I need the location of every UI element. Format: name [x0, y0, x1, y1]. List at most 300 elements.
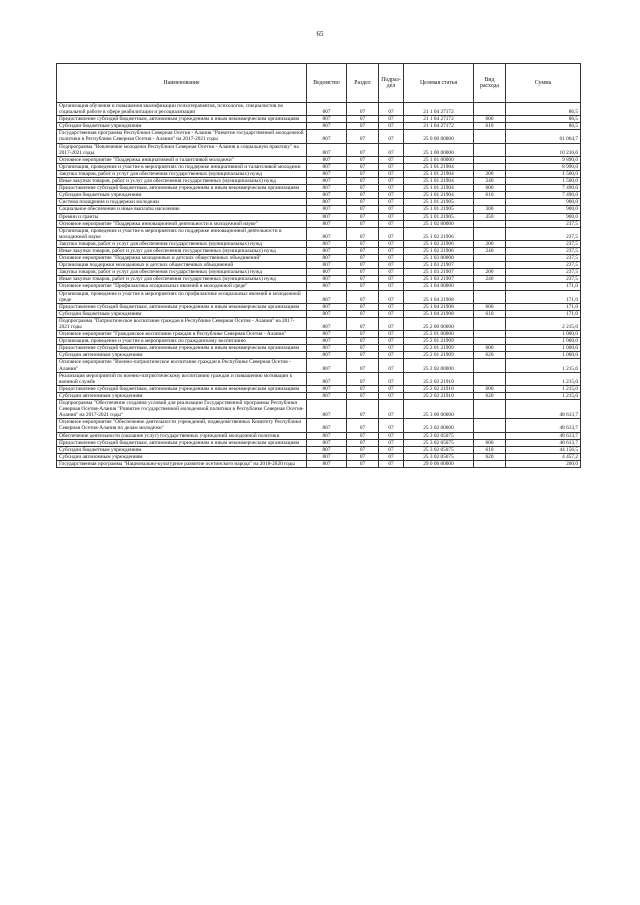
row-sum-cell: 900,0 [506, 206, 581, 213]
table-header-row [57, 64, 581, 103]
table-row [57, 199, 581, 206]
row-vedomstvo-cell: 807 [307, 338, 347, 345]
row-expense-type-cell [474, 227, 506, 240]
row-name-cell: Основное мероприятие "Обеспечение деятельности учреждений, подведомственных Комитету Республики Северная Осетия-Алания по делам молодежи" [57, 419, 307, 432]
row-name-cell: Предоставление субсидий бюджетным, автономным учреждениям и иным некоммерческим организациям [57, 385, 307, 392]
table-row [57, 453, 581, 460]
budget-table [56, 63, 581, 468]
row-target-article-cell: 25 0 00 00000 [404, 130, 474, 143]
table-row [57, 103, 581, 116]
row-podrazdel-cell: 07 [379, 123, 404, 130]
row-vedomstvo-cell: 807 [307, 400, 347, 419]
row-target-article-cell: 25 1 01 21905 [404, 206, 474, 213]
row-razdel-cell: 07 [347, 262, 379, 269]
row-sum-cell: 1 000,0 [506, 352, 581, 359]
row-name-cell: Субсидии бюджетным учреждениям [57, 446, 307, 453]
table-row [57, 359, 581, 372]
row-vedomstvo-cell: 807 [307, 303, 347, 310]
row-sum-cell: 237,5 [506, 255, 581, 262]
row-expense-type-cell: 610 [474, 446, 506, 453]
row-razdel-cell: 07 [347, 185, 379, 192]
row-vedomstvo-cell: 807 [307, 156, 347, 163]
row-podrazdel-cell: 07 [379, 345, 404, 352]
row-target-article-cell: 25 1 01 21904 [404, 178, 474, 185]
row-razdel-cell: 07 [347, 220, 379, 227]
row-name-cell: Организация, проведение и участие в мероприятиях по поддержке инновационной деятельности в молодежной науке [57, 227, 307, 240]
row-target-article-cell: 25 1 03 21907 [404, 262, 474, 269]
row-target-article-cell: 25 2 01 21909 [404, 345, 474, 352]
row-name-cell: Премии и гранты [57, 213, 307, 220]
row-name-cell: Закупка товаров, работ и услуг для обеспечения государственных (муниципальных) нужд [57, 269, 307, 276]
row-sum-cell: 4 457,2 [506, 453, 581, 460]
row-vedomstvo-cell: 807 [307, 392, 347, 399]
row-expense-type-cell [474, 359, 506, 372]
row-razdel-cell: 07 [347, 345, 379, 352]
row-expense-type-cell: 620 [474, 453, 506, 460]
row-vedomstvo-cell: 807 [307, 262, 347, 269]
row-vedomstvo-cell: 807 [307, 255, 347, 262]
row-expense-type-cell [474, 283, 506, 290]
row-razdel-cell: 07 [347, 227, 379, 240]
row-razdel-cell: 07 [347, 103, 379, 116]
table-row [57, 192, 581, 199]
row-expense-type-cell: 600 [474, 116, 506, 123]
row-target-article-cell: 25 1 00 00000 [404, 143, 474, 156]
row-name-cell: Обеспечение деятельности (оказание услуг) государственных учреждений молодежной политики [57, 432, 307, 439]
row-expense-type-cell [474, 163, 506, 170]
row-sum-cell: 7 490,0 [506, 192, 581, 199]
row-target-article-cell: 25 1 01 00000 [404, 156, 474, 163]
row-expense-type-cell [474, 317, 506, 330]
table-row [57, 262, 581, 269]
row-target-article-cell: 25 1 04 21908 [404, 290, 474, 303]
row-expense-type-cell: 620 [474, 352, 506, 359]
row-sum-cell: 9 890,0 [506, 156, 581, 163]
row-vedomstvo-cell: 807 [307, 206, 347, 213]
row-sum-cell: 171,0 [506, 310, 581, 317]
row-sum-cell: 237,5 [506, 276, 581, 283]
table-row [57, 156, 581, 163]
row-razdel-cell: 07 [347, 303, 379, 310]
table-row [57, 143, 581, 156]
row-target-article-cell: 25 1 03 21907 [404, 269, 474, 276]
table-row [57, 247, 581, 254]
row-razdel-cell: 07 [347, 338, 379, 345]
row-podrazdel-cell: 07 [379, 240, 404, 247]
row-sum-cell: 1 215,0 [506, 372, 581, 385]
row-podrazdel-cell: 07 [379, 460, 404, 467]
row-target-article-cell: 25 3 02 05075 [404, 446, 474, 453]
row-expense-type-cell [474, 130, 506, 143]
row-podrazdel-cell: 07 [379, 170, 404, 177]
table-row [57, 310, 581, 317]
row-target-article-cell: 25 2 02 21910 [404, 385, 474, 392]
row-target-article-cell: 25 1 02 21906 [404, 247, 474, 254]
header-vedomstvo: Ведомство [307, 64, 347, 103]
row-podrazdel-cell: 07 [379, 419, 404, 432]
row-target-article-cell: 21 1 04 27172 [404, 103, 474, 116]
row-target-article-cell: 25 3 02 00000 [404, 419, 474, 432]
row-sum-cell: 1 000,0 [506, 345, 581, 352]
row-podrazdel-cell: 07 [379, 192, 404, 199]
row-name-cell: Организация, проведение и участие в мероприятиях по профилактике асоциальных явлений в молодежной среде [57, 290, 307, 303]
row-vedomstvo-cell: 807 [307, 143, 347, 156]
row-name-cell: Организация, проведение и участие в мероприятиях по поддержке инициативной и талантливой молодежи [57, 163, 307, 170]
row-expense-type-cell [474, 460, 506, 467]
row-target-article-cell: 25 1 03 00000 [404, 255, 474, 262]
row-razdel-cell: 07 [347, 247, 379, 254]
row-name-cell: Система поощрения и поддержки молодежи [57, 199, 307, 206]
header-sum: Сумма [506, 64, 581, 103]
row-name-cell: Иные закупки товаров, работ и услуг для обеспечения государственных (муниципальных) нужд [57, 276, 307, 283]
row-name-cell: Субсидии бюджетным учреждениям [57, 192, 307, 199]
row-razdel-cell: 07 [347, 460, 379, 467]
row-podrazdel-cell: 07 [379, 116, 404, 123]
table-row [57, 317, 581, 330]
row-expense-type-cell: 240 [474, 178, 506, 185]
row-vedomstvo-cell: 807 [307, 276, 347, 283]
row-sum-cell: 237,5 [506, 240, 581, 247]
row-podrazdel-cell: 07 [379, 400, 404, 419]
table-row [57, 255, 581, 262]
row-vedomstvo-cell: 807 [307, 283, 347, 290]
row-target-article-cell: 25 2 02 21910 [404, 372, 474, 385]
row-sum-cell: 44 156,5 [506, 446, 581, 453]
table-row [57, 170, 581, 177]
row-sum-cell: 900,0 [506, 199, 581, 206]
row-razdel-cell: 07 [347, 240, 379, 247]
row-vedomstvo-cell: 807 [307, 372, 347, 385]
row-razdel-cell: 07 [347, 331, 379, 338]
row-podrazdel-cell: 07 [379, 156, 404, 163]
row-name-cell: Государственная программа Республики Северная Осетия - Алания "Развитие государственной молодежной политики в Республике Северная Осетия - Алания" на 2017-2021 годы [57, 130, 307, 143]
row-name-cell: Основное мероприятие "Поддержка молодежных и детских общественных объединений" [57, 255, 307, 262]
row-sum-cell: 237,5 [506, 227, 581, 240]
row-podrazdel-cell: 07 [379, 331, 404, 338]
row-expense-type-cell [474, 255, 506, 262]
row-podrazdel-cell: 07 [379, 310, 404, 317]
row-expense-type-cell [474, 199, 506, 206]
row-vedomstvo-cell: 807 [307, 185, 347, 192]
table-row [57, 446, 581, 453]
row-podrazdel-cell: 07 [379, 372, 404, 385]
row-podrazdel-cell: 07 [379, 269, 404, 276]
row-target-article-cell: 25 3 00 00000 [404, 400, 474, 419]
row-vedomstvo-cell: 807 [307, 227, 347, 240]
row-sum-cell: 1 000,0 [506, 338, 581, 345]
row-podrazdel-cell: 07 [379, 255, 404, 262]
row-podrazdel-cell: 07 [379, 227, 404, 240]
row-vedomstvo-cell: 807 [307, 123, 347, 130]
row-sum-cell: 237,5 [506, 262, 581, 269]
row-podrazdel-cell: 07 [379, 213, 404, 220]
row-name-cell: Подпрограмма "Вовлечение молодежи Республики Северная Осетия - Алания в социальную практику" на 2017-2021 годы [57, 143, 307, 156]
row-name-cell: Основное мероприятие "Гражданское воспитание граждан в Республике Северная Осетия - Алания" [57, 331, 307, 338]
row-name-cell: Основное мероприятие "Поддержка инициативной и талантливой молодежи" [57, 156, 307, 163]
row-expense-type-cell: 600 [474, 303, 506, 310]
row-sum-cell: 1 215,0 [506, 392, 581, 399]
row-name-cell: Основное мероприятие "Военно-патриотическое воспитание граждан в Республике Северная Осетия - Алания" [57, 359, 307, 372]
row-vedomstvo-cell: 807 [307, 130, 347, 143]
row-podrazdel-cell: 07 [379, 103, 404, 116]
row-vedomstvo-cell: 807 [307, 385, 347, 392]
row-sum-cell: 2 215,0 [506, 317, 581, 330]
row-expense-type-cell: 600 [474, 185, 506, 192]
row-razdel-cell: 07 [347, 156, 379, 163]
row-razdel-cell: 07 [347, 206, 379, 213]
row-razdel-cell: 07 [347, 163, 379, 170]
row-sum-cell: 237,5 [506, 220, 581, 227]
row-target-article-cell: 25 1 01 21904 [404, 185, 474, 192]
row-expense-type-cell [474, 338, 506, 345]
row-vedomstvo-cell: 807 [307, 359, 347, 372]
row-razdel-cell: 07 [347, 419, 379, 432]
row-expense-type-cell: 350 [474, 213, 506, 220]
row-name-cell: Реализация мероприятий по военно-патриотическому воспитанию граждан и повышению мотивации к военной службе [57, 372, 307, 385]
row-expense-type-cell: 610 [474, 123, 506, 130]
row-razdel-cell: 07 [347, 385, 379, 392]
table-row [57, 276, 581, 283]
row-sum-cell: 8 990,0 [506, 163, 581, 170]
row-podrazdel-cell: 07 [379, 303, 404, 310]
row-podrazdel-cell: 07 [379, 178, 404, 185]
row-expense-type-cell [474, 419, 506, 432]
row-target-article-cell: 25 2 01 21909 [404, 352, 474, 359]
row-sum-cell: 48 613,7 [506, 439, 581, 446]
row-sum-cell: 1 500,0 [506, 178, 581, 185]
row-podrazdel-cell: 07 [379, 385, 404, 392]
row-podrazdel-cell: 07 [379, 392, 404, 399]
row-expense-type-cell: 200 [474, 269, 506, 276]
row-expense-type-cell: 240 [474, 247, 506, 254]
header-name: Наименование [57, 64, 307, 103]
row-razdel-cell: 07 [347, 255, 379, 262]
row-name-cell: Основное мероприятие "Поддержка инновационной деятельности в молодежной науке" [57, 220, 307, 227]
row-target-article-cell: 21 1 04 27172 [404, 123, 474, 130]
row-podrazdel-cell: 07 [379, 185, 404, 192]
row-razdel-cell: 07 [347, 432, 379, 439]
row-podrazdel-cell: 07 [379, 352, 404, 359]
table-row [57, 269, 581, 276]
table-row [57, 206, 581, 213]
row-name-cell: Иные закупки товаров, работ и услуг для обеспечения государственных (муниципальных) нужд [57, 247, 307, 254]
row-expense-type-cell: 610 [474, 310, 506, 317]
row-expense-type-cell [474, 220, 506, 227]
row-vedomstvo-cell: 807 [307, 170, 347, 177]
row-name-cell: Подпрограмма "Патриотическое воспитание граждан в Республике Северная Осетия - Алания" на 2017-2021 годы [57, 317, 307, 330]
row-podrazdel-cell: 07 [379, 143, 404, 156]
row-expense-type-cell: 620 [474, 392, 506, 399]
table-row [57, 163, 581, 170]
row-sum-cell: 1 215,0 [506, 385, 581, 392]
row-vedomstvo-cell: 807 [307, 269, 347, 276]
row-expense-type-cell [474, 432, 506, 439]
row-name-cell: Субсидии бюджетным учреждениям [57, 310, 307, 317]
row-target-article-cell: 25 1 04 21908 [404, 303, 474, 310]
row-expense-type-cell: 200 [474, 170, 506, 177]
row-target-article-cell: 25 3 02 05075 [404, 432, 474, 439]
header-razdel: Раздел [347, 64, 379, 103]
row-razdel-cell: 07 [347, 446, 379, 453]
row-sum-cell: 48 613,7 [506, 432, 581, 439]
row-podrazdel-cell: 07 [379, 283, 404, 290]
row-target-article-cell: 25 1 04 21908 [404, 310, 474, 317]
row-razdel-cell: 07 [347, 143, 379, 156]
row-podrazdel-cell: 07 [379, 276, 404, 283]
row-sum-cell: 1 000,0 [506, 331, 581, 338]
row-name-cell: Субсидии автономным учреждениям [57, 392, 307, 399]
row-vedomstvo-cell: 807 [307, 163, 347, 170]
row-target-article-cell: 25 1 01 21905 [404, 213, 474, 220]
row-podrazdel-cell: 07 [379, 359, 404, 372]
row-name-cell: Субсидии бюджетным учреждениям [57, 123, 307, 130]
row-target-article-cell: 25 1 01 21904 [404, 192, 474, 199]
row-razdel-cell: 07 [347, 372, 379, 385]
table-row [57, 220, 581, 227]
row-razdel-cell: 07 [347, 392, 379, 399]
row-sum-cell: 171,0 [506, 290, 581, 303]
row-expense-type-cell [474, 290, 506, 303]
table-row [57, 178, 581, 185]
row-podrazdel-cell: 07 [379, 432, 404, 439]
row-target-article-cell: 25 2 01 00000 [404, 331, 474, 338]
row-target-article-cell: 29 0 00 00000 [404, 460, 474, 467]
table-row [57, 419, 581, 432]
row-podrazdel-cell: 07 [379, 439, 404, 446]
row-expense-type-cell: 600 [474, 385, 506, 392]
row-name-cell: Иные закупки товаров, работ и услуг для обеспечения государственных (муниципальных) нужд [57, 178, 307, 185]
row-target-article-cell: 25 1 02 21906 [404, 227, 474, 240]
row-vedomstvo-cell: 807 [307, 310, 347, 317]
row-vedomstvo-cell: 807 [307, 446, 347, 453]
row-razdel-cell: 07 [347, 439, 379, 446]
table-row [57, 185, 581, 192]
page-number: 65 [316, 30, 324, 38]
row-podrazdel-cell: 07 [379, 199, 404, 206]
row-vedomstvo-cell: 807 [307, 317, 347, 330]
row-podrazdel-cell: 07 [379, 130, 404, 143]
row-expense-type-cell [474, 156, 506, 163]
row-target-article-cell: 25 2 01 21909 [404, 338, 474, 345]
row-name-cell: Предоставление субсидий бюджетным, автономным учреждениям и иным некоммерческим организациям [57, 185, 307, 192]
row-razdel-cell: 07 [347, 130, 379, 143]
row-name-cell: Организация обучения и повышения квалификации психотерапевтов, психологов, специалистов по социальной работе в сфере реабилитации и ресоциализации [57, 103, 307, 116]
row-podrazdel-cell: 07 [379, 453, 404, 460]
row-sum-cell: 900,0 [506, 213, 581, 220]
row-expense-type-cell: 600 [474, 345, 506, 352]
row-razdel-cell: 07 [347, 199, 379, 206]
row-expense-type-cell: 240 [474, 276, 506, 283]
row-expense-type-cell [474, 400, 506, 419]
row-target-article-cell: 25 1 01 21904 [404, 170, 474, 177]
row-expense-type-cell [474, 372, 506, 385]
row-razdel-cell: 07 [347, 453, 379, 460]
row-vedomstvo-cell: 807 [307, 432, 347, 439]
row-sum-cell: 10 236,0 [506, 143, 581, 156]
row-vedomstvo-cell: 807 [307, 247, 347, 254]
row-target-article-cell: 25 2 00 00000 [404, 317, 474, 330]
row-name-cell: Государственная программа "Национально-культурное развитие осетинского народа" на 2018-2020 годы [57, 460, 307, 467]
row-target-article-cell: 25 1 01 21904 [404, 163, 474, 170]
row-target-article-cell: 25 1 02 00000 [404, 220, 474, 227]
table-row [57, 385, 581, 392]
row-razdel-cell: 07 [347, 359, 379, 372]
row-sum-cell: 171,0 [506, 283, 581, 290]
row-target-article-cell: 25 2 02 21910 [404, 392, 474, 399]
row-expense-type-cell: 610 [474, 192, 506, 199]
table-row [57, 213, 581, 220]
row-podrazdel-cell: 07 [379, 338, 404, 345]
row-name-cell: Предоставление субсидий бюджетным, автономным учреждениям и иным некоммерческим организациям [57, 345, 307, 352]
row-vedomstvo-cell: 807 [307, 290, 347, 303]
table-row [57, 303, 581, 310]
row-sum-cell: 86,5 [506, 123, 581, 130]
table-row [57, 392, 581, 399]
header-podrazdel: Подраз-дел [379, 64, 404, 103]
row-razdel-cell: 07 [347, 269, 379, 276]
row-vedomstvo-cell: 807 [307, 453, 347, 460]
row-expense-type-cell [474, 262, 506, 269]
row-sum-cell: 86,5 [506, 116, 581, 123]
row-name-cell: Предоставление субсидий бюджетным, автономным учреждениям и иным некоммерческим организациям [57, 439, 307, 446]
row-target-article-cell: 25 1 04 00000 [404, 283, 474, 290]
row-razdel-cell: 07 [347, 192, 379, 199]
table-row [57, 123, 581, 130]
table-row [57, 432, 581, 439]
row-name-cell: Закупка товаров, работ и услуг для обеспечения государственных (муниципальных) нужд [57, 170, 307, 177]
row-target-article-cell: 25 1 02 21906 [404, 240, 474, 247]
table-row [57, 290, 581, 303]
header-target-article: Целевая статья [404, 64, 474, 103]
row-expense-type-cell: 200 [474, 240, 506, 247]
row-vedomstvo-cell: 807 [307, 103, 347, 116]
row-vedomstvo-cell: 807 [307, 116, 347, 123]
row-razdel-cell: 07 [347, 276, 379, 283]
table-row [57, 400, 581, 419]
row-razdel-cell: 07 [347, 310, 379, 317]
row-target-article-cell: 25 3 02 05075 [404, 439, 474, 446]
row-expense-type-cell [474, 143, 506, 156]
row-name-cell: Основное мероприятие "Профилактика асоциальных явлений в молодежной среде" [57, 283, 307, 290]
row-razdel-cell: 07 [347, 352, 379, 359]
row-name-cell: Субсидии автономным учреждениям [57, 453, 307, 460]
row-razdel-cell: 07 [347, 213, 379, 220]
row-podrazdel-cell: 07 [379, 262, 404, 269]
row-sum-cell: 1 500,0 [506, 170, 581, 177]
row-name-cell: Предоставление субсидий бюджетным, автономным учреждениям и иным некоммерческим организациям [57, 116, 307, 123]
table-row [57, 352, 581, 359]
row-podrazdel-cell: 07 [379, 317, 404, 330]
row-sum-cell: 86,5 [506, 103, 581, 116]
row-razdel-cell: 07 [347, 123, 379, 130]
table-row [57, 460, 581, 467]
row-vedomstvo-cell: 807 [307, 192, 347, 199]
table-row [57, 372, 581, 385]
row-sum-cell: 237,5 [506, 247, 581, 254]
table-row [57, 227, 581, 240]
row-sum-cell: 237,5 [506, 269, 581, 276]
table-row [57, 345, 581, 352]
row-target-article-cell: 21 1 04 27172 [404, 116, 474, 123]
row-expense-type-cell: 300 [474, 206, 506, 213]
row-razdel-cell: 07 [347, 178, 379, 185]
row-target-article-cell: 25 1 01 21905 [404, 199, 474, 206]
row-expense-type-cell: 600 [474, 439, 506, 446]
row-razdel-cell: 07 [347, 116, 379, 123]
row-sum-cell: 200,0 [506, 460, 581, 467]
row-vedomstvo-cell: 807 [307, 439, 347, 446]
row-podrazdel-cell: 07 [379, 220, 404, 227]
